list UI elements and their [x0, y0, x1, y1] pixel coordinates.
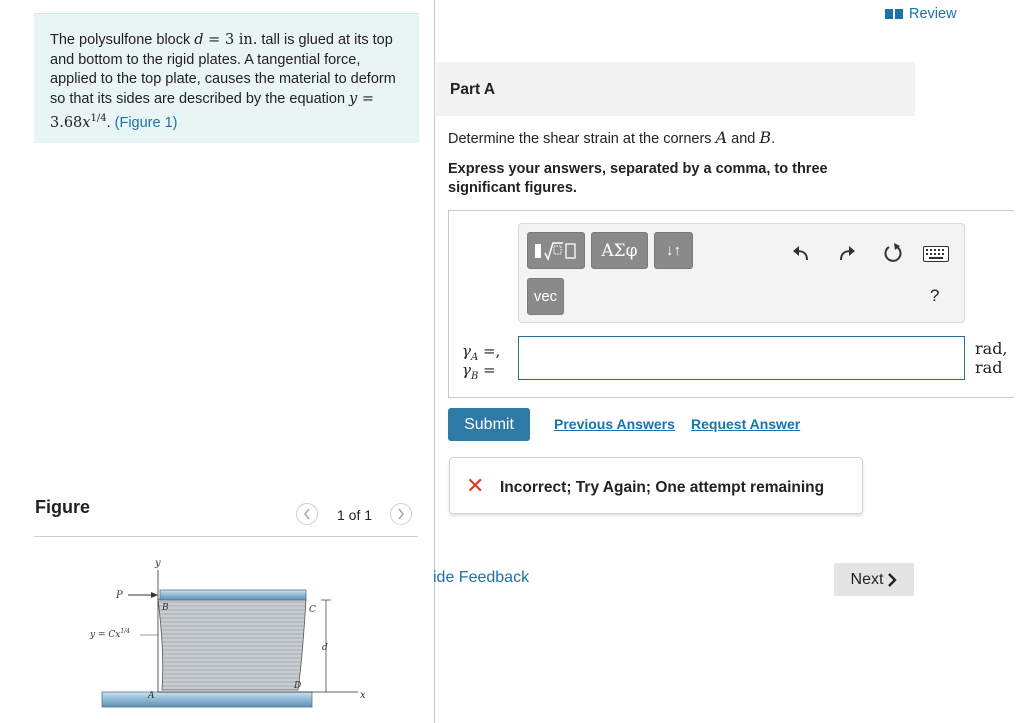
- gamma-B-label: [462, 361, 496, 382]
- problem-text-part: tall is glued at its top and bottom to the rigid plates. A tangential force, applied to the top plate, causes the material to deform so that its sides are described by the equation: [50, 32, 396, 107]
- redo-icon: [837, 244, 857, 262]
- gamma-A-equals: =,: [478, 342, 501, 360]
- review-label: Review: [909, 6, 957, 22]
- figure-next-button[interactable]: [390, 503, 412, 525]
- problem-text-part: The polysulfone block: [50, 32, 195, 48]
- next-button[interactable]: [834, 563, 914, 596]
- label-C: C: [309, 605, 316, 615]
- templates-icon: [533, 239, 579, 263]
- part-title: Part A: [450, 81, 496, 98]
- gamma-A-subscript: A: [470, 352, 479, 363]
- figure-prev-button[interactable]: [296, 503, 318, 525]
- problem-text: [50, 31, 400, 133]
- problem-statement: [34, 13, 419, 143]
- gamma-B-equals: =: [478, 361, 496, 379]
- label-d: d: [322, 643, 328, 653]
- var-B: B: [759, 128, 772, 147]
- book-icon: [885, 8, 903, 20]
- var-y: y: [349, 90, 358, 107]
- eq-d: = 3 in.: [203, 32, 258, 48]
- greek-symbols-button[interactable]: ΑΣφ: [591, 232, 648, 269]
- math-toolbar: [518, 223, 965, 323]
- chevron-left-icon: [303, 508, 311, 520]
- curve-label-exponent: 1/4: [120, 628, 130, 635]
- vector-button[interactable]: vec: [527, 278, 564, 315]
- label-D: D: [294, 681, 302, 691]
- part-header[interactable]: [436, 62, 915, 116]
- keyboard-icon: [923, 246, 949, 262]
- next-label: Next: [850, 570, 884, 588]
- gamma-symbol: γ: [462, 342, 471, 360]
- reset-icon: [882, 242, 904, 264]
- feedback-message: Incorrect; Try Again; One attempt remaining: [500, 479, 825, 496]
- figure-separator: [34, 536, 418, 537]
- var-A: A: [715, 128, 728, 147]
- templates-button[interactable]: [527, 232, 585, 269]
- chevron-right-icon: [887, 573, 897, 587]
- answer-input[interactable]: [518, 336, 965, 380]
- figure-diagram: [80, 552, 380, 723]
- previous-answers-link[interactable]: Previous Answers: [554, 416, 675, 432]
- figure-link[interactable]: (Figure 1): [114, 114, 178, 131]
- help-button[interactable]: ?: [930, 286, 940, 305]
- curve-label-text: y = Cx: [90, 630, 121, 640]
- question-and: and: [727, 131, 760, 147]
- y-axis-label: y: [155, 558, 161, 569]
- x-axis-label: x: [360, 690, 366, 701]
- error-x-icon: ✕: [466, 473, 485, 498]
- pane-divider[interactable]: [434, 0, 435, 723]
- label-P: P: [116, 590, 123, 601]
- gamma-B-subscript: B: [470, 371, 479, 382]
- reset-button[interactable]: [880, 240, 906, 266]
- redo-button[interactable]: [834, 240, 860, 266]
- var-d: d: [194, 32, 204, 48]
- gamma-A-label: [462, 342, 500, 363]
- question-text: [448, 128, 775, 147]
- question-instructions: Express your answers, separated by a comma, to three significant figures.: [448, 161, 828, 196]
- unit-B: rad: [975, 358, 1003, 377]
- figure-pager: 1 of 1: [337, 507, 373, 523]
- request-answer-link[interactable]: Request Answer: [691, 416, 801, 432]
- sort-button[interactable]: ↓↑: [654, 232, 693, 269]
- bottom-plate: [102, 692, 312, 707]
- undo-button[interactable]: [788, 240, 814, 266]
- chevron-right-icon: [397, 508, 405, 520]
- figure-title: Figure: [35, 497, 91, 517]
- top-plate: [160, 590, 306, 600]
- eq-y: = 3.68: [50, 90, 375, 131]
- feedback-box: [449, 457, 863, 514]
- review-link[interactable]: [885, 6, 957, 22]
- question-text-part: Determine the shear strain at the corners: [448, 131, 716, 147]
- hide-feedback-link[interactable]: ide Feedback: [433, 569, 530, 586]
- force-arrowhead: [151, 592, 158, 598]
- label-A: A: [148, 691, 155, 701]
- label-B: B: [162, 603, 169, 613]
- eq-y-end: .: [106, 114, 115, 131]
- polysulfone-block: [158, 599, 306, 690]
- curve-label: [89, 628, 130, 640]
- undo-icon: [791, 244, 811, 262]
- var-x: x: [82, 114, 91, 131]
- gamma-symbol: γ: [462, 361, 471, 379]
- unit-A: rad,: [975, 339, 1008, 358]
- keyboard-button[interactable]: [923, 241, 949, 267]
- question-period: .: [771, 131, 776, 147]
- eq-y-exponent: 1/4: [90, 113, 107, 124]
- submit-button[interactable]: Submit: [448, 408, 530, 441]
